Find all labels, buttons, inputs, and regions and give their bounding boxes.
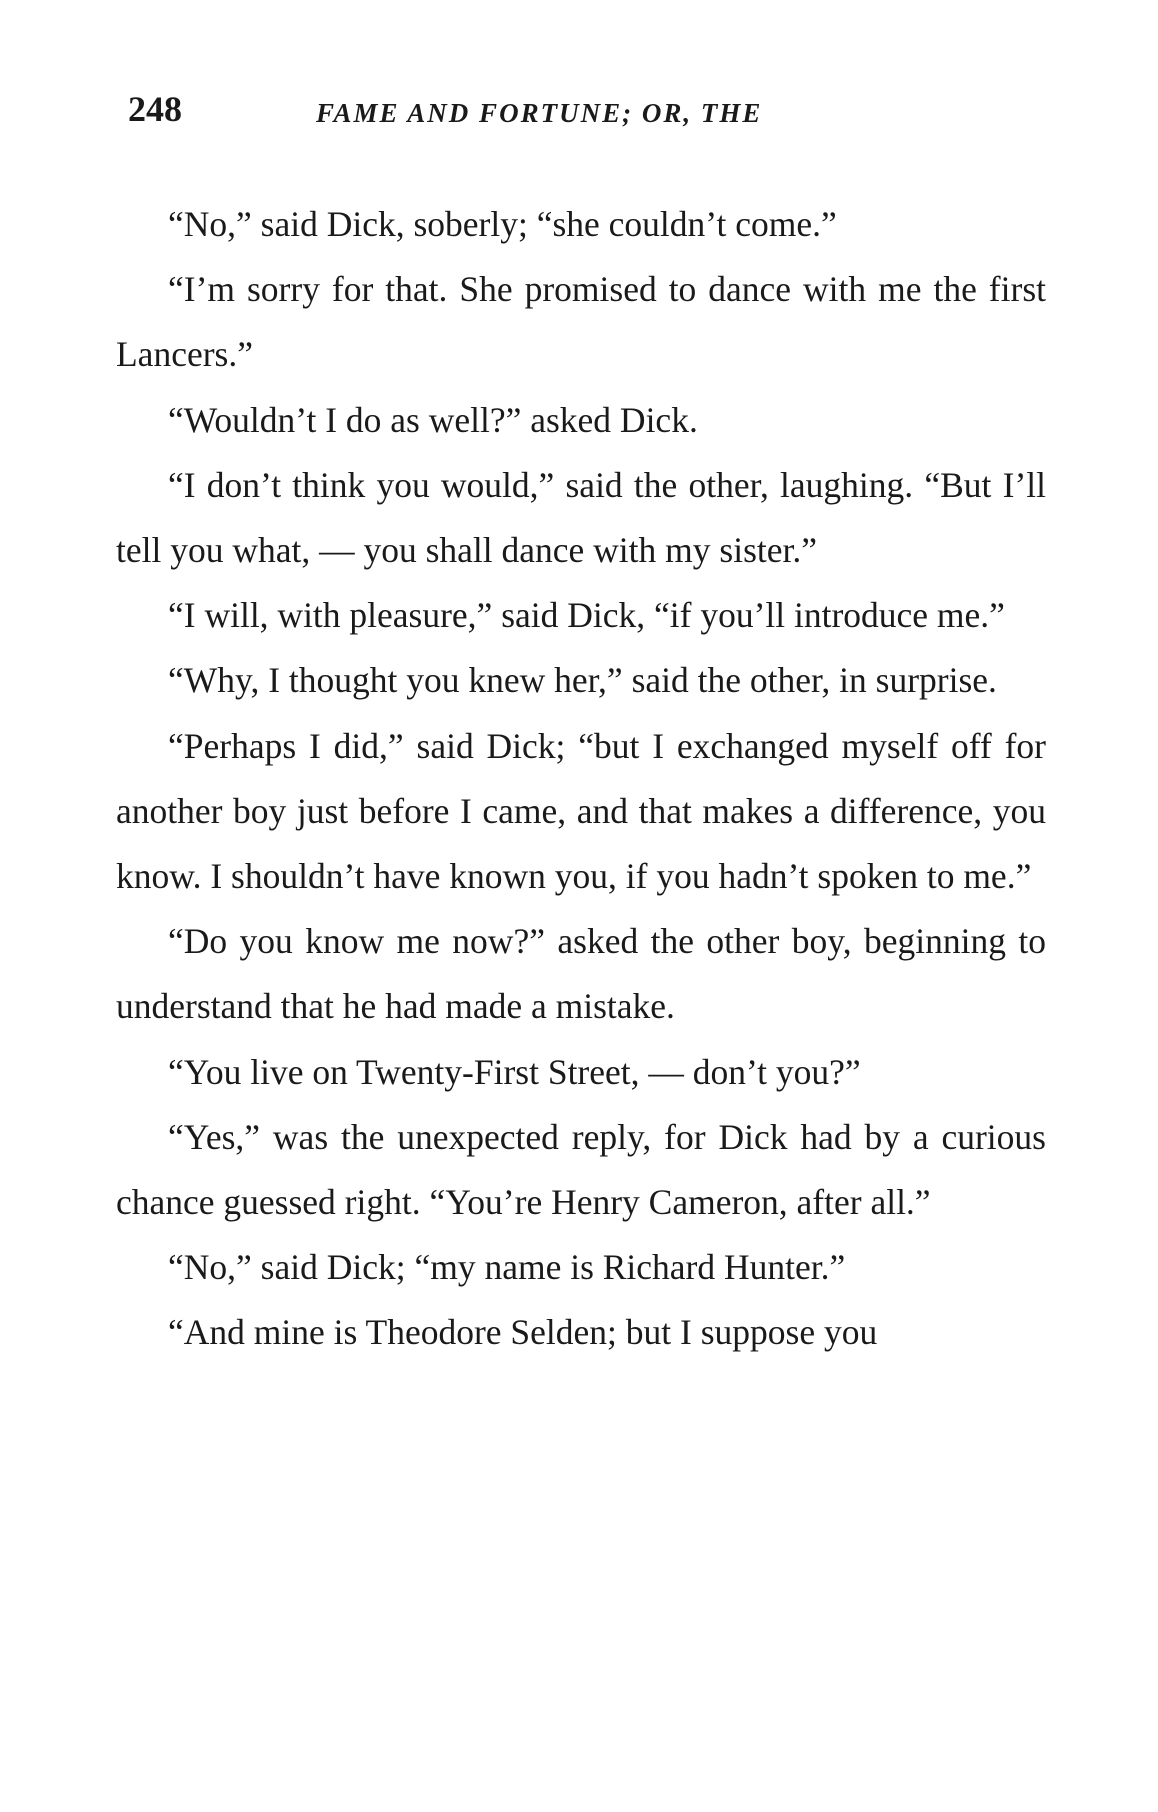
paragraph: “Yes,” was the unexpected reply, for Dick had by a curious chance guessed right. “You’re Henry Cameron, after all.” xyxy=(116,1116,1046,1223)
paragraph: “No,” said Dick; “my name is Richard Hunter.” xyxy=(168,1247,846,1288)
paragraph: “And mine is Theodore Selden; but I suppose you xyxy=(168,1312,878,1353)
page-header xyxy=(128,88,1048,138)
paragraph: “Perhaps I did,” said Dick; “but I exchanged myself off for another boy just before I came, and that makes a difference, you know. I shouldn’t have known you, if you hadn’t spoken to me.” xyxy=(116,725,1046,897)
paragraph: “No,” said Dick, soberly; “she couldn’t come.” xyxy=(168,204,837,244)
paragraph: “I will, with pleasure,” said Dick, “if you’ll introduce me.” xyxy=(168,595,1005,636)
paragraph: “I’m sorry for that. She promised to dance with me the first Lancers.” xyxy=(116,269,1046,375)
page-body xyxy=(116,192,1046,1366)
paragraph: “I don’t think you would,” said the other, laughing. “But I’ll tell you what, — you shall dance with my sister.” xyxy=(116,464,1046,571)
paragraph: “You live on Twenty-First Street, — don’t you?” xyxy=(168,1051,861,1092)
paragraph: “Do you know me now?” asked the other boy, beginning to understand that he had made a mistake. xyxy=(116,921,1046,1027)
running-head: FAME AND FORTUNE; OR, THE xyxy=(316,98,763,128)
page-number: 248 xyxy=(128,89,182,129)
paragraph: “Wouldn’t I do as well?” asked Dick. xyxy=(168,399,698,440)
paragraph: “Why, I thought you knew her,” said the other, in surprise. xyxy=(168,660,997,701)
